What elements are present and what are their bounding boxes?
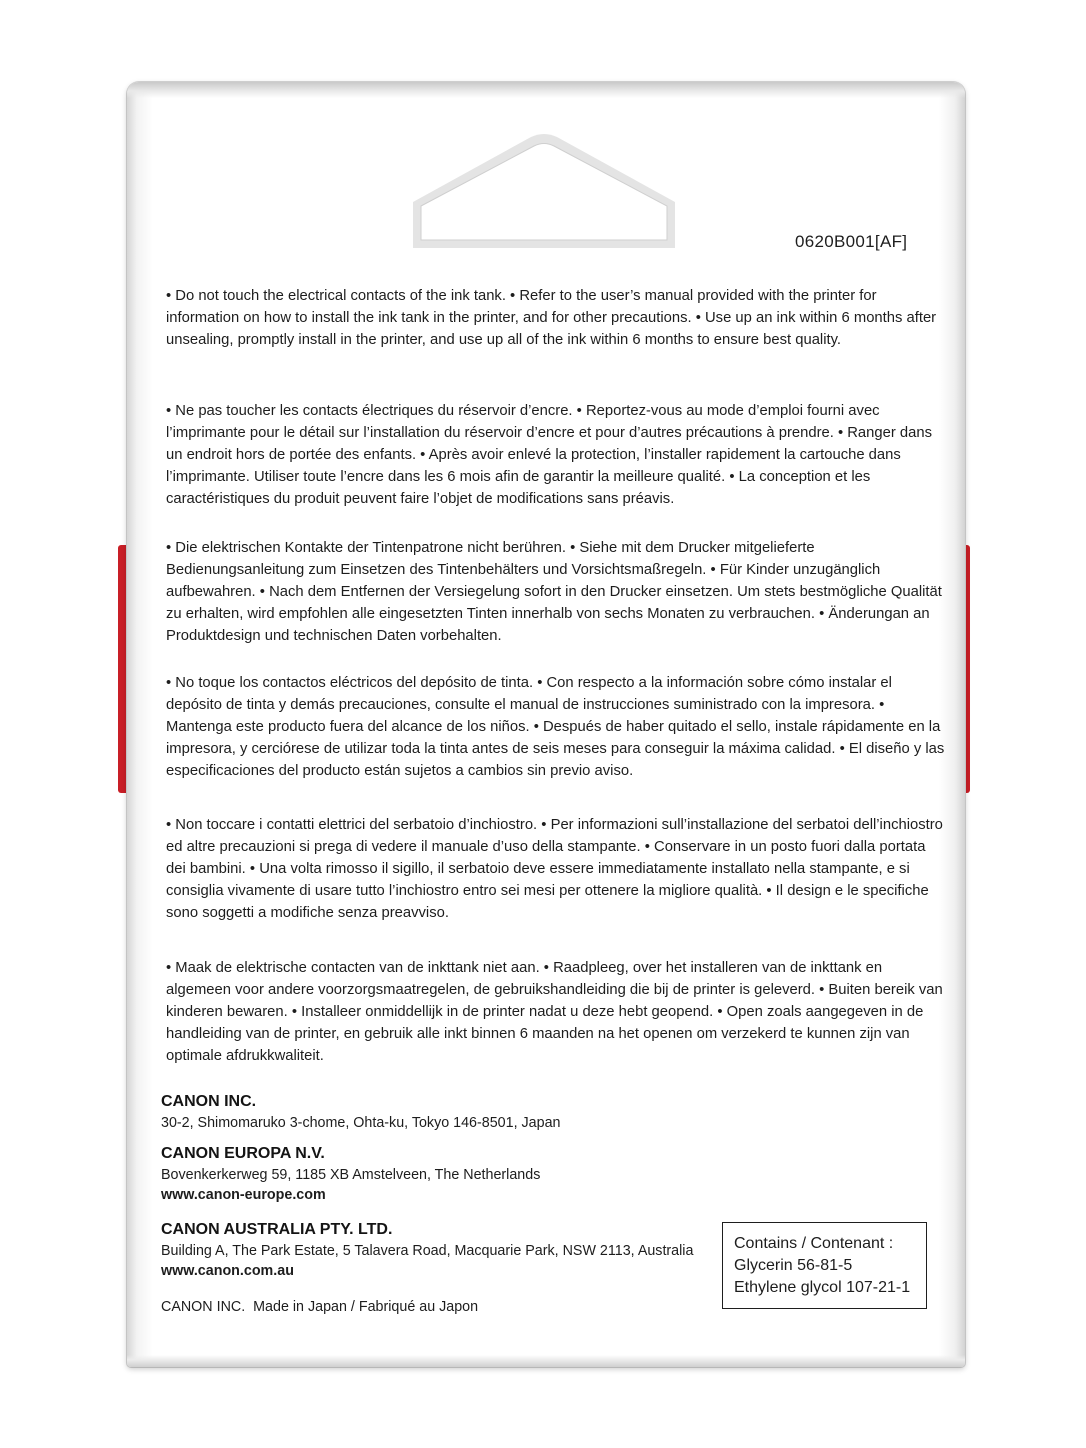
instructions-english-text: • Do not touch the electrical contacts of the ink tank. • Refer to the user’s manual provided with the printer for information on how to install the ink tank in the printer, and for other precautions. • Use up an ink within 6 months after unsealing, promptly install in the printer, and use up all of the ink within 6 months to ensure best quality.: [166, 288, 937, 348]
instructions-italian-text: • Non toccare i contatti elettrici del serbatoio d’inchiostro. • Per informazioni sull’installazione del serbatoi dell’inchiostro ed altre precauzioni si prega di vedere il manuale d’uso della stampante. • Conservare in un posto fuori dalla portata dei bambini. • Una volta rimosso il sigillo, il serbatoio deve essere immediatamente installato nella stampante, e si consiglia vivamente di usare tutto l’inchiostro entro sei mesi per ottenere la migliore qualità. • Il design e le specifiche sono soggetti a modifiche senza preavviso.: [166, 817, 943, 921]
product-code: 0620B001[AF]: [795, 232, 908, 251]
instructions-german-text: • Die elektrischen Kontakte der Tintenpatrone nicht berühren. • Siehe mit dem Drucker mitgelieferte Bedienungsanleitung zum Einsetzen des Tintenbehälters und Vorsichtsmaßregeln. • Für Kinder unzugänglich aufbewahren. • Nach dem Entfernen der Versiegelung sofort in den Drucker einsetzen. Um stets bestmögliche Qualität zu erhalten, wird empfohlen alle eingesetzten Tinten innerhalb von sechs Monaten zu verbrauchen. • Änderungan an Produktdesign und technischen Daten vorbehalten.: [166, 540, 942, 644]
instructions-french: [166, 400, 946, 510]
street-address: Building A, The Park Estate, 5 Talavera Road, Macquarie Park, NSW 2113, Australia: [161, 1243, 694, 1259]
contains-item: Ethylene glycol 107-21-1: [734, 1279, 911, 1296]
instructions-english: [166, 285, 946, 351]
company-name: CANON AUSTRALIA PTY. LTD.: [161, 1221, 393, 1238]
address-canon-europe: [161, 1143, 721, 1205]
instructions-italian: [166, 814, 946, 924]
website-link: www.canon.com.au: [161, 1263, 294, 1279]
company-name: CANON INC.: [161, 1093, 257, 1110]
contains-heading: Contains / Contenant :: [734, 1235, 894, 1252]
made-in-line: CANON INC. Made in Japan / Fabriqué au Japon: [161, 1299, 479, 1315]
instructions-spanish-text: • No toque los contactos eléctricos del depósito de tinta. • Con respecto a la información sobre cómo instalar el depósito de tinta y demás precauciones, consulte el manual de instrucciones suministrado con la impresora. • Mantenga este producto fuera del alcance de los niños. • Después de haber quitado el sello, instale rápidamente en la impresora, y cerciórese de utilizar toda la tinta antes de seis meses para conseguir la máxima calidad. • El diseño y las especificaciones del producto están sujetos a cambios sin previo aviso.: [166, 675, 945, 779]
instructions-french-text: • Ne pas toucher les contacts électriques du réservoir d’encre. • Reportez-vous au mode d’emploi fourni avec l’imprimante pour le détail sur l’installation du réservoir d’encre et pour d’autres précautions à prendre. • Ranger dans un endroit hors de portée des enfants. • Après avoir enlevé la protection, l’installer rapidement la cartouche dans l’imprimante. Utiliser toute l’encre dans les 6 mois afin de garantir la meilleure qualité. • La conception et les caractéristiques du produit peuvent faire l’objet de modifications sans préavis.: [166, 403, 932, 507]
contains-item: Glycerin 56-81-5: [734, 1257, 853, 1274]
contains-box: [722, 1222, 927, 1309]
address-canon-japan: [161, 1091, 721, 1133]
package-back: [127, 82, 965, 1367]
instructions-spanish: [166, 672, 946, 782]
instructions-german: [166, 537, 946, 647]
address-canon-australia: [161, 1219, 721, 1281]
instructions-dutch: [166, 957, 946, 1067]
hang-hole-icon: [409, 132, 679, 252]
company-name: CANON EUROPA N.V.: [161, 1145, 325, 1162]
instructions-dutch-text: • Maak de elektrische contacten van de inkttank niet aan. • Raadpleeg, over het installeren van de inkttank en algemeen voor andere voorzorgsmaatregelen, de gebruikshandleiding die bij de printer is geleverd. • Buiten bereik van kinderen bewaren. • Installeer onmiddellijk in de printer nadat u deze hebt geopend. • Open zoals aangegeven in de handleiding van de printer, en gebruik alle inkt binnen 6 maanden na het openen om verzekerd te kunnen zijn van optimale afdrukkwaliteit.: [166, 960, 943, 1064]
website-link: www.canon-europe.com: [161, 1187, 326, 1203]
street-address: 30-2, Shimomaruko 3-chome, Ohta-ku, Tokyo 146-8501, Japan: [161, 1115, 561, 1131]
street-address: Bovenkerkerweg 59, 1185 XB Amstelveen, The Netherlands: [161, 1167, 541, 1183]
